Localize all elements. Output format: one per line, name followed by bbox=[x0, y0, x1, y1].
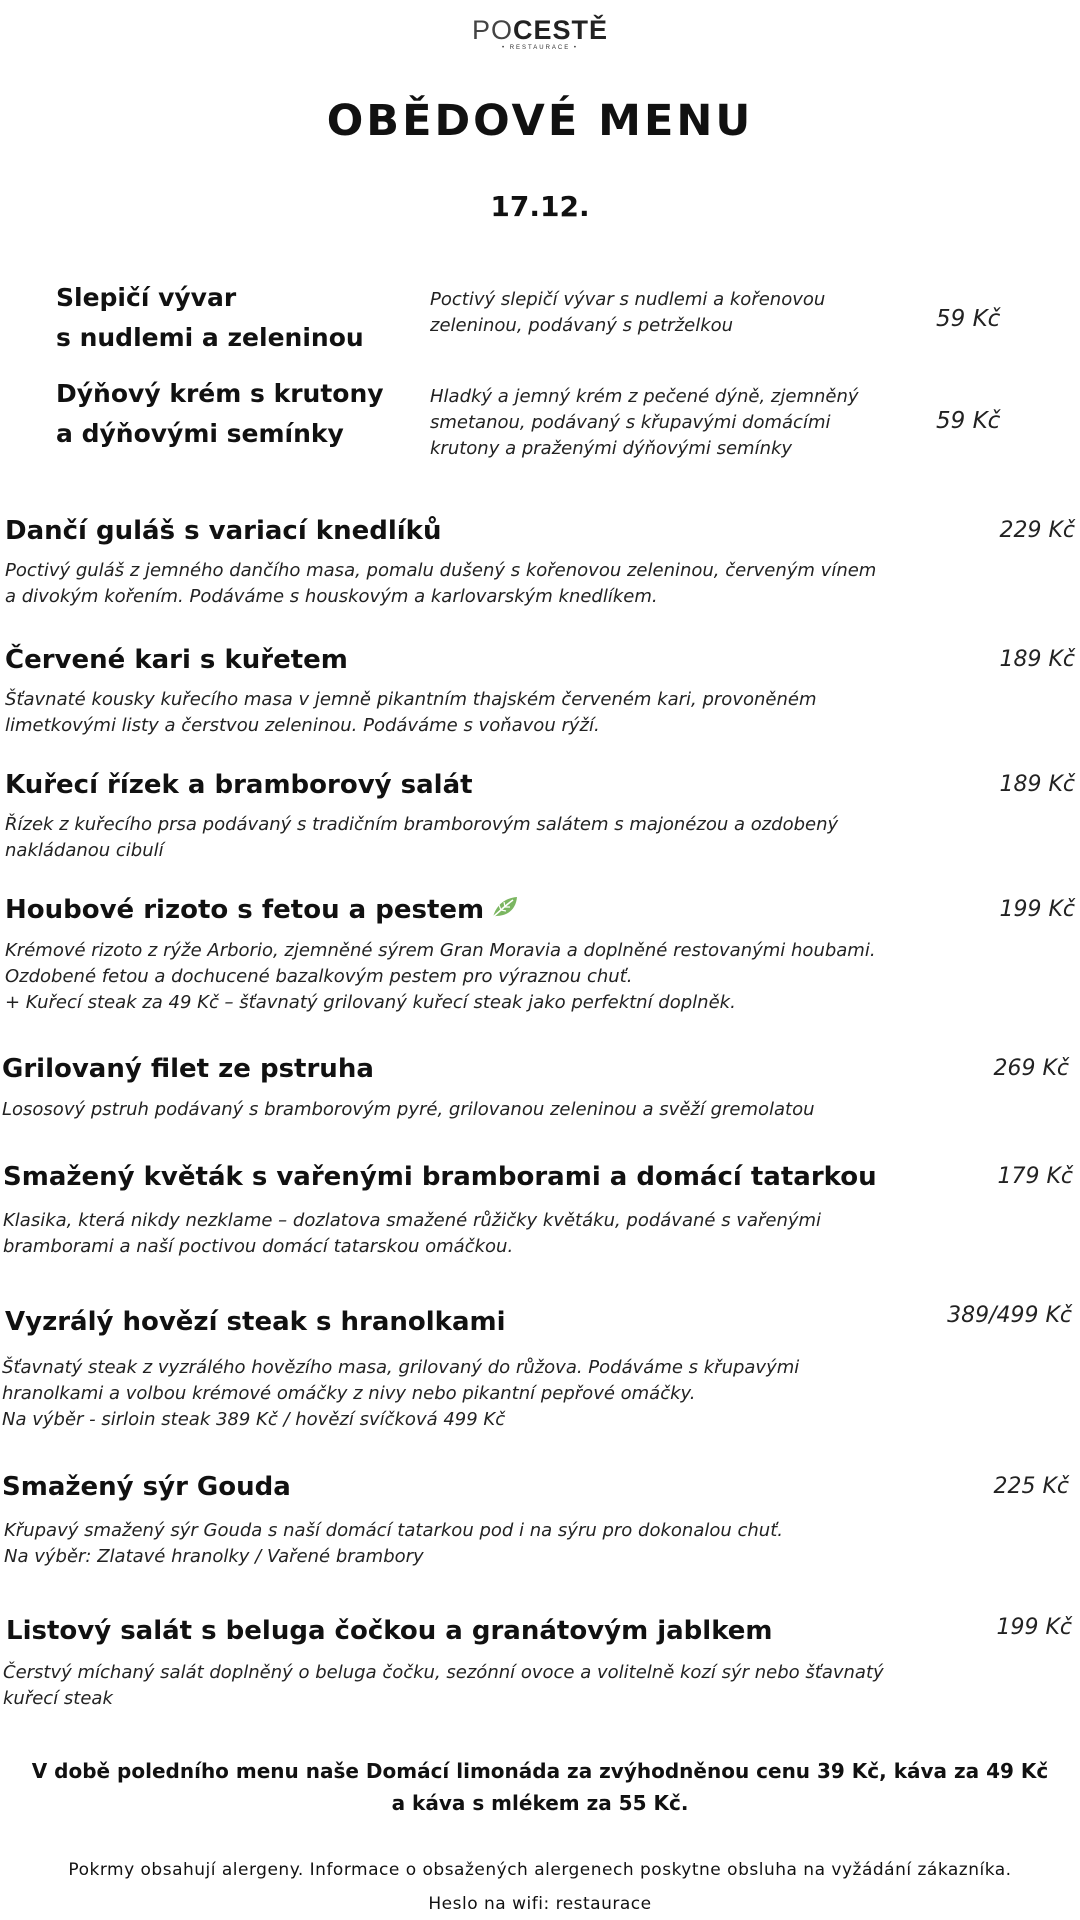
item-price: 389/499 Kč bbox=[947, 1303, 1072, 1328]
item-price: 179 Kč bbox=[997, 1164, 1073, 1189]
description-line: Na výběr - sirloin steak 389 Kč / hovězí svíčková 499 Kč bbox=[2, 1409, 506, 1430]
item-description bbox=[5, 687, 945, 739]
item-price: 199 Kč bbox=[999, 897, 1075, 922]
description-line: kuřecí steak bbox=[3, 1688, 113, 1709]
description-line: limetkovými listy a čerstvou zeleninou. Podáváme s voňavou rýží. bbox=[5, 715, 600, 736]
soup-description: Poctivý slepičí vývar s nudlemi a kořenovou zeleninou, podávaný s petrželkou bbox=[430, 289, 826, 336]
description-line: Klasika, která nikdy nezklame – dozlatova smažené růžičky květáku, podávané s vařenými bbox=[3, 1210, 822, 1231]
description-line: Krémové rizoto z rýže Arborio, zjemněné sýrem Gran Moravia a doplněné restovanými houbami. bbox=[5, 940, 876, 961]
soup-name-line1: Dýňový krém s krutony bbox=[56, 379, 384, 408]
item-description bbox=[3, 1208, 943, 1260]
description-line: Na výběr: Zlatavé hranolky / Vařené brambory bbox=[4, 1546, 424, 1567]
logo-wordmark bbox=[0, 14, 1080, 46]
menu-title: OBĚDOVÉ MENU bbox=[326, 96, 754, 146]
item-description bbox=[5, 558, 945, 610]
restaurant-logo bbox=[0, 14, 1080, 51]
description-line: Šťavnaté kousky kuřecího masa v jemně pikantním thajském červeném kari, provoněném bbox=[5, 689, 817, 710]
menu-date: 17.12. bbox=[490, 190, 590, 223]
description-line: bramborami a naší poctivou domácí tatarskou omáčkou. bbox=[3, 1236, 514, 1257]
logo-po: PO bbox=[471, 15, 513, 45]
item-name: Houbové rizoto s fetou a pestem bbox=[5, 895, 485, 925]
soup-item bbox=[56, 278, 1006, 358]
description-line: Řízek z kuřecího prsa podávaný s tradičním bramborovým salátem s majonézou a ozdobený bbox=[5, 814, 839, 835]
item-name: Grilovaný filet ze pstruha bbox=[2, 1054, 374, 1084]
soup-item bbox=[56, 374, 1006, 464]
promo-line: a káva s mlékem za 55 Kč. bbox=[391, 1791, 689, 1815]
item-description bbox=[5, 812, 945, 864]
description-line: a divokým kořením. Podáváme s houskovým a karlovarským knedlíkem. bbox=[5, 586, 658, 607]
item-name-wrap bbox=[5, 893, 520, 929]
description-line: + Kuřecí steak za 49 Kč – šťavnatý grilovaný kuřecí steak jako perfektní doplněk. bbox=[5, 992, 736, 1013]
soup-name-line1: Slepičí vývar bbox=[56, 283, 237, 312]
item-name: Červené kari s kuřetem bbox=[5, 645, 348, 675]
description-line: hranolkami a volbou krémové omáčky z nivy nebo pikantní pepřové omáčky. bbox=[2, 1383, 696, 1404]
item-name: Smažený květák s vařenými bramborami a domácí tatarkou bbox=[3, 1162, 877, 1192]
item-price: 189 Kč bbox=[999, 772, 1075, 797]
item-description bbox=[2, 1355, 942, 1433]
item-price: 189 Kč bbox=[999, 647, 1075, 672]
soup-name bbox=[56, 278, 406, 358]
item-price: 269 Kč bbox=[993, 1056, 1069, 1081]
description-line: Šťavnatý steak z vyzrálého hovězího masa, grilovaný do růžova. Podáváme s křupavými bbox=[2, 1357, 800, 1378]
item-name: Listový salát s beluga čočkou a granátovým jablkem bbox=[6, 1616, 773, 1646]
item-description bbox=[2, 1097, 942, 1123]
item-name: Vyzrálý hovězí steak s hranolkami bbox=[5, 1307, 506, 1337]
description-line: Poctivý guláš z jemného dančího masa, pomalu dušený s kořenovou zeleninou, červeným vínem bbox=[5, 560, 877, 581]
item-price: 225 Kč bbox=[993, 1474, 1069, 1499]
soup-price: 59 Kč bbox=[936, 306, 1001, 332]
soup-name-line2: a dýňovými semínky bbox=[56, 419, 344, 448]
description-line: Křupavý smažený sýr Gouda s naší domácí tatarkou pod i na sýru pro dokonalou chuť. bbox=[4, 1520, 783, 1541]
soup-name-line2: s nudlemi a zeleninou bbox=[56, 323, 364, 352]
item-description bbox=[3, 1660, 963, 1712]
description-line: Lososový pstruh podávaný s bramborovým pyré, grilovanou zeleninou a svěží gremolatou bbox=[2, 1099, 815, 1120]
leaf-icon bbox=[490, 894, 520, 929]
soup-name bbox=[56, 374, 406, 454]
promo-line: V době poledního menu naše Domácí limonáda za zvýhodněnou cenu 39 Kč, káva za 49 Kč bbox=[31, 1759, 1049, 1783]
soup-price: 59 Kč bbox=[936, 408, 1001, 434]
logo-subtitle: • RESTAURACE • bbox=[501, 45, 579, 51]
logo-ceste: CESTĚ bbox=[512, 15, 609, 45]
item-name: Dančí guláš s variací knedlíků bbox=[5, 516, 442, 546]
allergen-notice: Pokrmy obsahují alergeny. Informace o obsažených alergenech poskytne obsluha na vyžádání zákazníka. bbox=[68, 1860, 1012, 1880]
item-price: 199 Kč bbox=[996, 1615, 1072, 1640]
item-description bbox=[4, 1518, 944, 1570]
item-name: Smažený sýr Gouda bbox=[2, 1472, 291, 1502]
item-price: 229 Kč bbox=[999, 518, 1075, 543]
item-description bbox=[5, 938, 945, 1016]
drinks-promo bbox=[20, 1755, 1060, 1819]
wifi-password: Heslo na wifi: restaurace bbox=[428, 1894, 652, 1914]
item-name: Kuřecí řízek a bramborový salát bbox=[5, 770, 473, 800]
description-line: Ozdobené fetou a dochucené bazalkovým pestem pro výraznou chuť. bbox=[5, 966, 633, 987]
description-line: nakládanou cibulí bbox=[5, 840, 164, 861]
description-line: Čerstvý míchaný salát doplněný o beluga čočku, sezónní ovoce a volitelně kozí sýr nebo šťavnatý bbox=[3, 1662, 884, 1683]
soup-description: Hladký a jemný krém z pečené dýně, zjemněný smetanou, podávaný s křupavými domácími krutony a praženými dýňovými semínky bbox=[430, 386, 859, 459]
